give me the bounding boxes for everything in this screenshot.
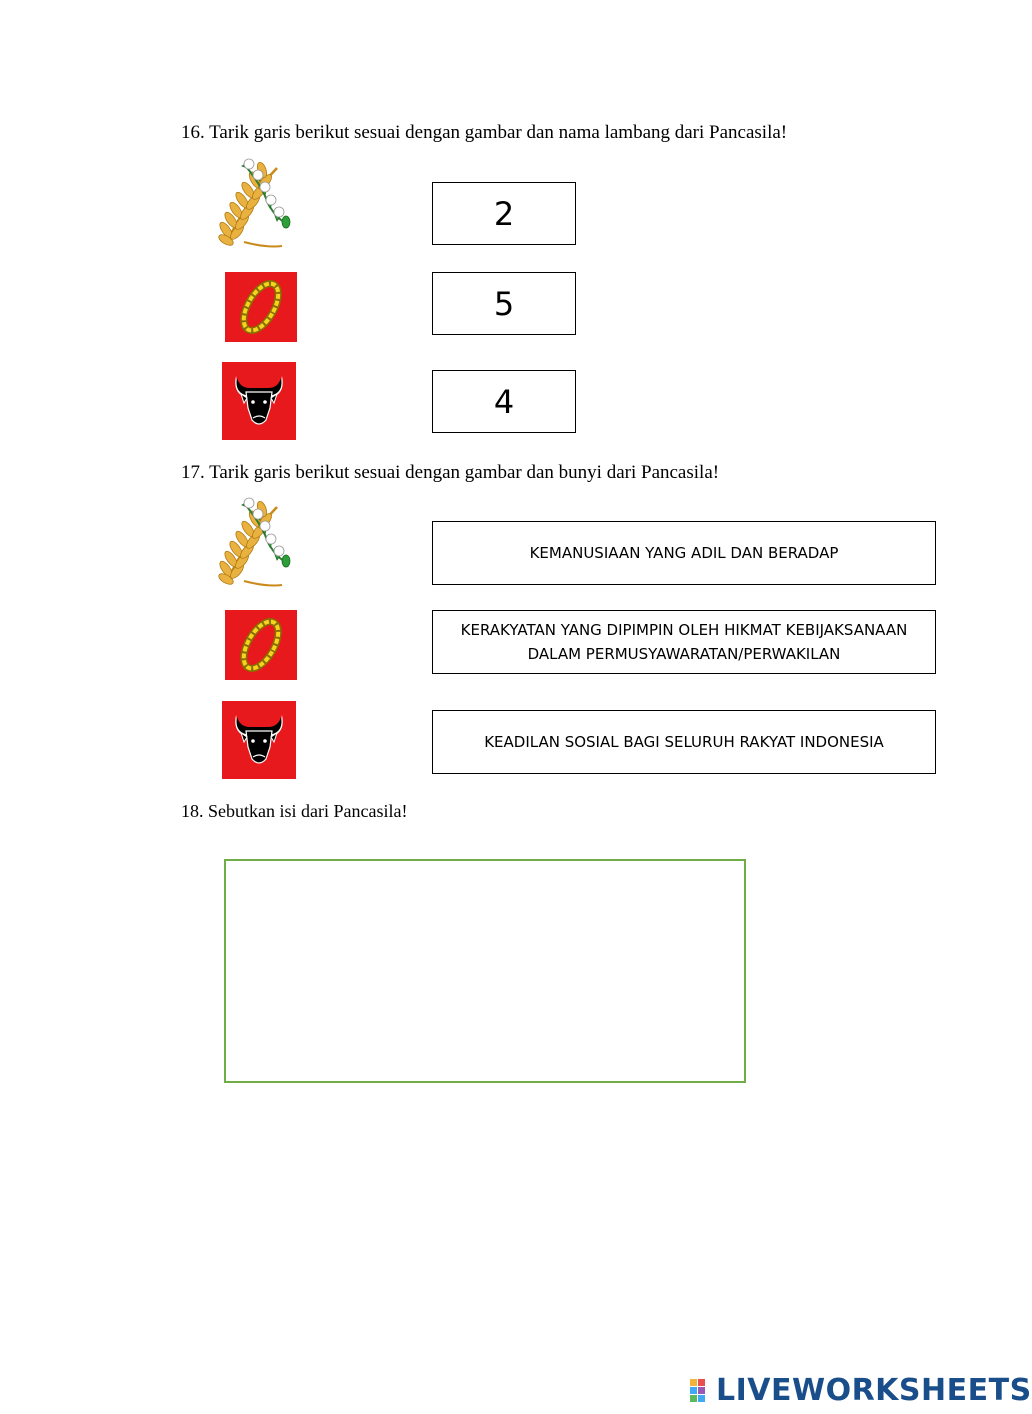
q16-answer-box-3[interactable]: 4 bbox=[432, 370, 576, 433]
chain-icon[interactable] bbox=[225, 272, 297, 342]
rice-cotton-icon[interactable] bbox=[212, 156, 292, 250]
q16-answer-box-1[interactable]: 2 bbox=[432, 182, 576, 245]
question-16: 16. Tarik garis berikut sesuai dengan gambar dan nama lambang dari Pancasila! bbox=[181, 122, 788, 143]
logo-mark-icon bbox=[690, 1377, 716, 1403]
question-17: 17. Tarik garis berikut sesuai dengan gambar dan bunyi dari Pancasila! bbox=[181, 462, 720, 483]
q18-answer-input[interactable] bbox=[224, 859, 746, 1083]
rice-cotton-icon[interactable] bbox=[212, 495, 292, 589]
q17-answer-box-3[interactable]: KEADILAN SOSIAL BAGI SELURUH RAKYAT INDONESIA bbox=[432, 710, 936, 774]
chain-icon[interactable] bbox=[225, 610, 297, 680]
q17-answer-box-1[interactable]: KEMANUSIAAN YANG ADIL DAN BERADAP bbox=[432, 521, 936, 585]
q16-answer-box-2[interactable]: 5 bbox=[432, 272, 576, 335]
bull-head-icon[interactable] bbox=[222, 701, 296, 779]
logo-text: LIVEWORKSHEETS bbox=[716, 1372, 1032, 1408]
question-18: 18. Sebutkan isi dari Pancasila! bbox=[181, 801, 408, 821]
liveworksheets-logo bbox=[690, 1372, 1032, 1408]
bull-head-icon[interactable] bbox=[222, 362, 296, 440]
q17-answer-box-2[interactable]: KERAKYATAN YANG DIPIMPIN OLEH HIKMAT KEBIJAKSANAAN DALAM PERMUSYAWARATAN/PERWAKILAN bbox=[432, 610, 936, 674]
